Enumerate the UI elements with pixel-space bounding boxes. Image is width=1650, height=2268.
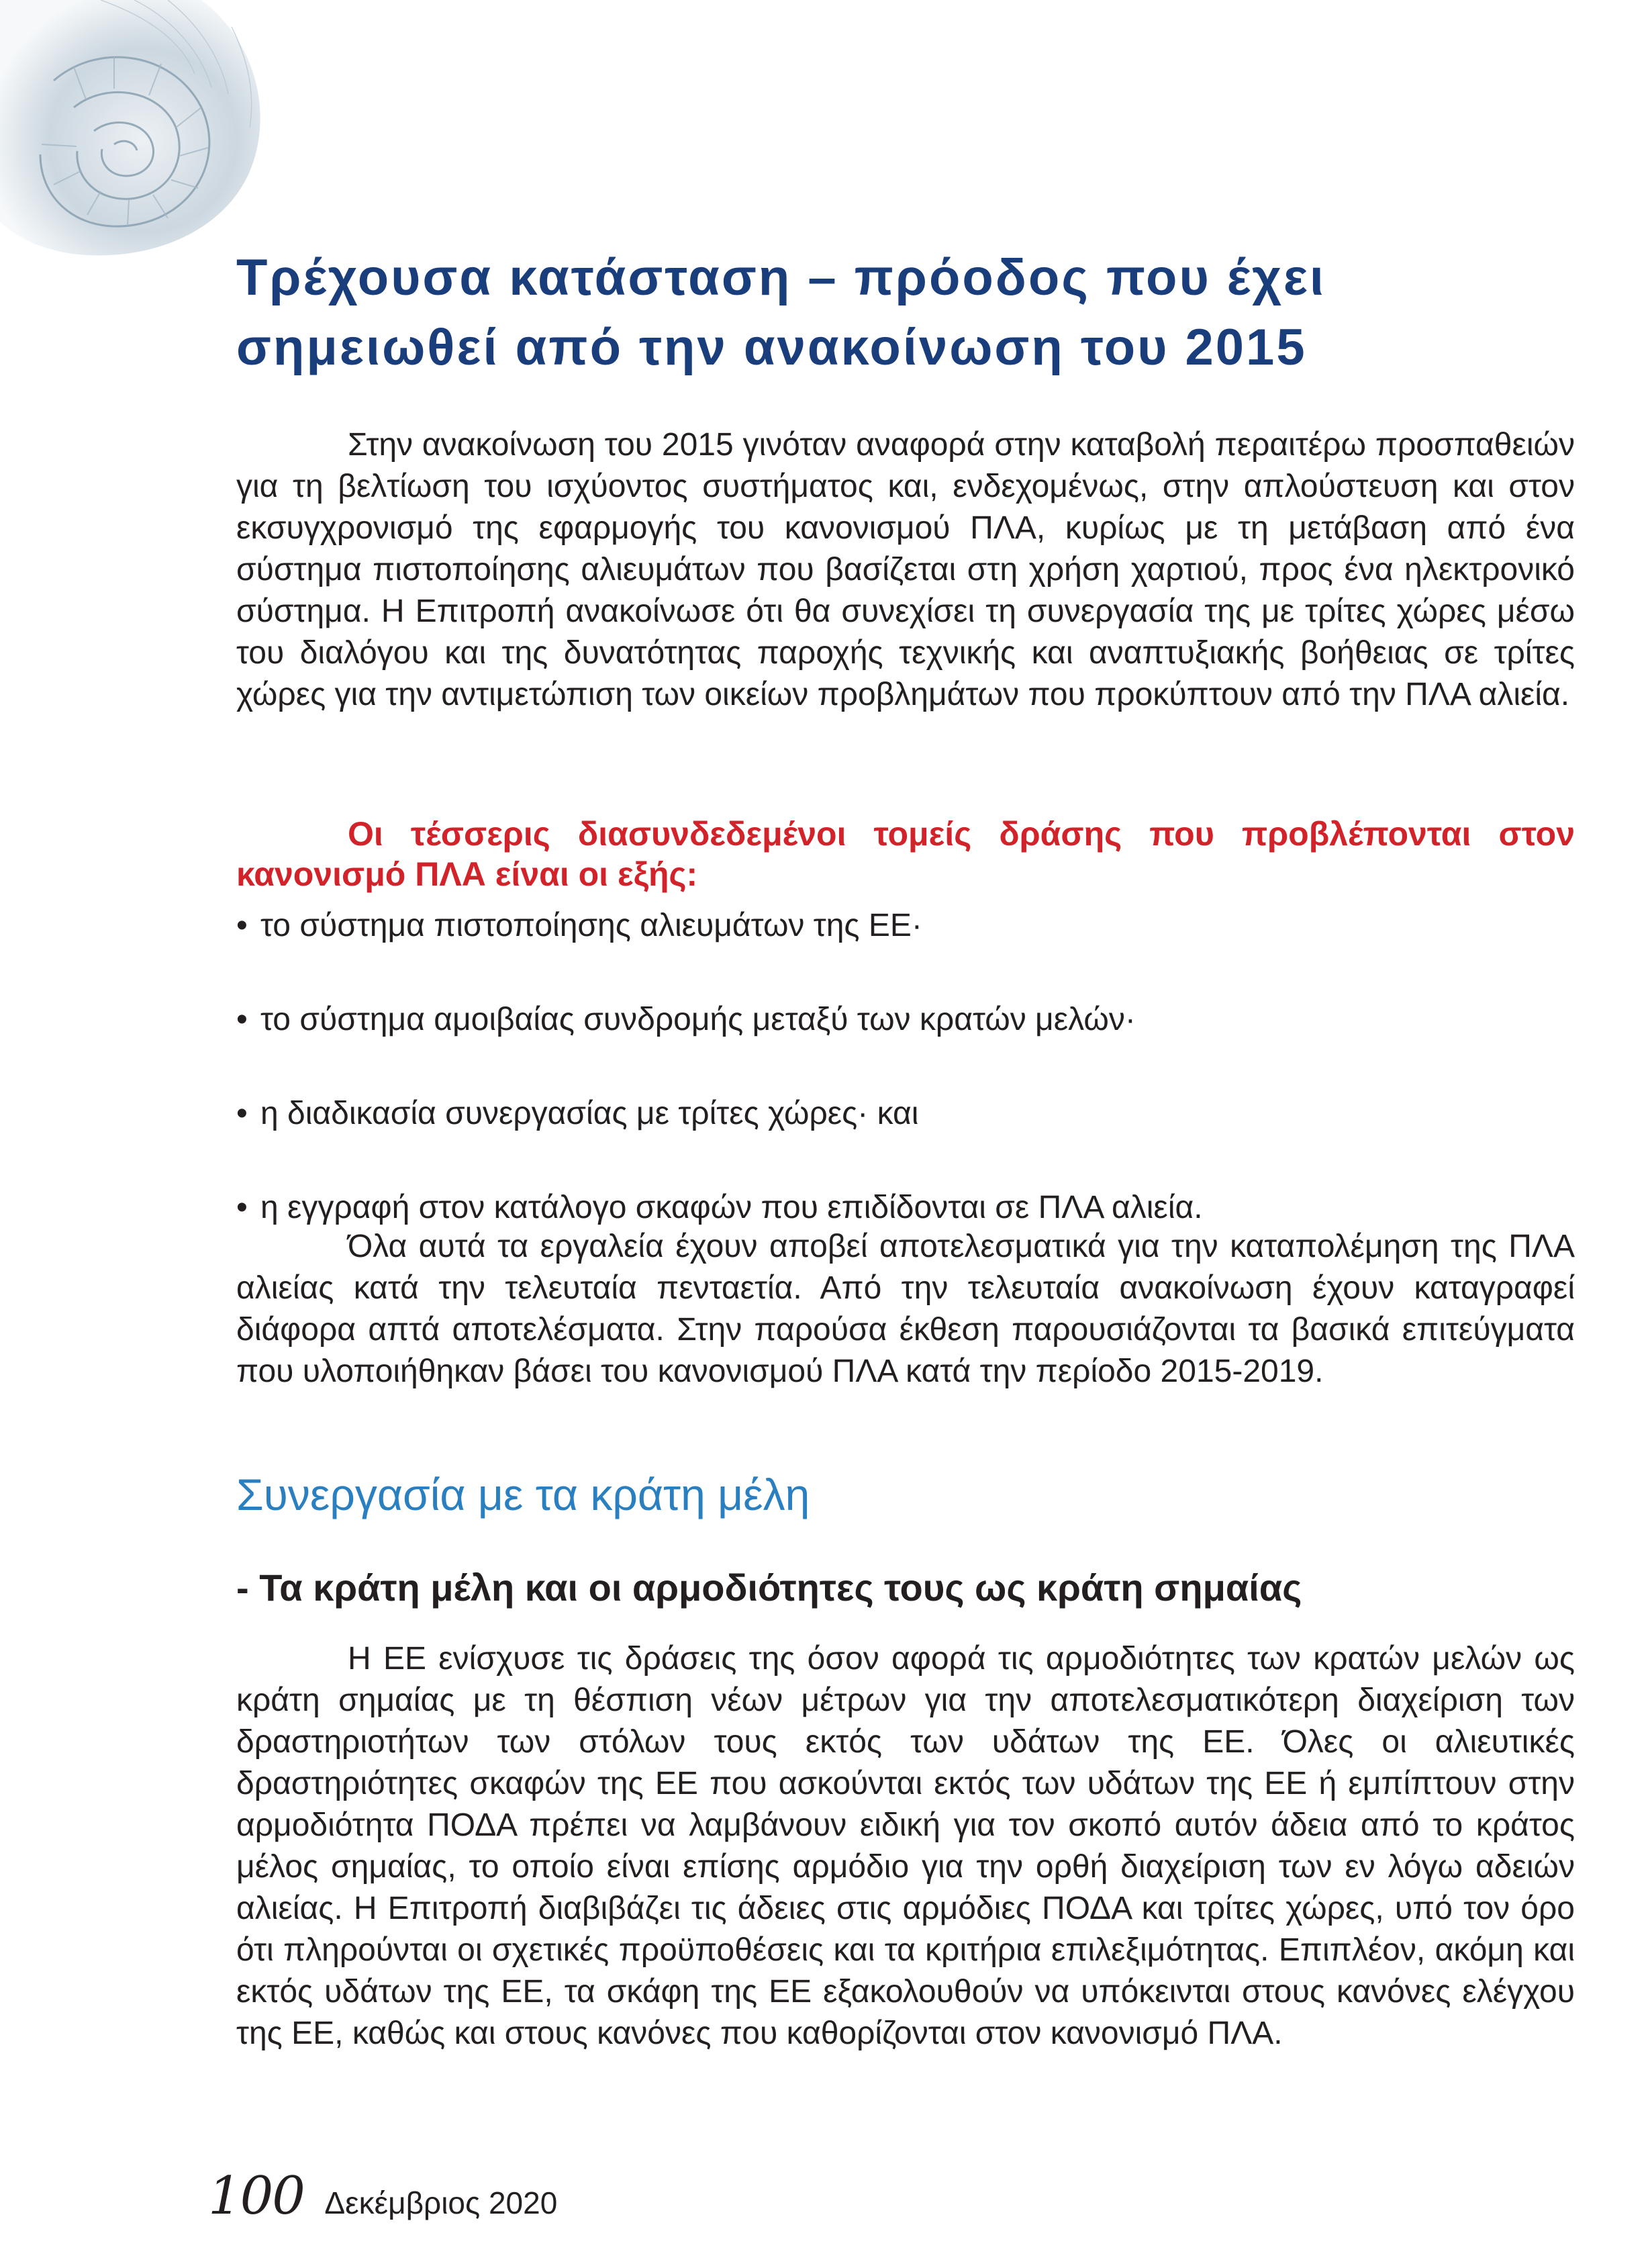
results-paragraph: Όλα αυτά τα εργαλεία έχουν αποβεί αποτελεσματικά για την καταπολέμηση της ΠΛΑ αλιείας κατά την τελευταία πενταετία. Από την τελευταία ανακοίνωση έχουν καταγραφεί διάφορα απτά αποτελέσματα. Στην παρούσα έκθεση παρουσιάζονται τα βασικά επιτεύγματα που υλοποιήθηκαν βάσει του κανονισμού ΠΛΑ κατά την περίοδο 2015-2019. — [236, 1229, 1575, 1389]
issue-date: Δεκέμβριος 2020 — [324, 2185, 558, 2220]
subsection-heading: - Τα κράτη μέλη και οι αρμοδιότητες τους ως κράτη σημαίας — [236, 1566, 1302, 1609]
lead-heading: Οι τέσσερις διασυνδεδεμένοι τομείς δράσης που προβλέπονται στον κανονισμό ΠΛΑ είναι οι εξής: — [236, 815, 1575, 893]
bullet-icon: • — [236, 1002, 248, 1037]
nautilus-shell-icon — [0, 0, 282, 269]
bullet-icon: • — [236, 1190, 248, 1225]
list-item — [236, 999, 1575, 1093]
page-title — [236, 243, 1552, 383]
action-areas-list — [236, 905, 1575, 1281]
list-item — [236, 1093, 1575, 1187]
title-line-1: Τρέχουσα κατάσταση – πρόοδος που έχει — [236, 249, 1326, 306]
list-item-text: η διαδικασία συνεργασίας με τρίτες χώρες· και — [260, 1096, 919, 1131]
bullet-icon: • — [236, 1096, 248, 1131]
page-footer — [208, 2166, 557, 2226]
page-number: 100 — [208, 2166, 304, 2226]
section-heading: Συνεργασία με τα κράτη μέλη — [236, 1470, 810, 1519]
title-line-2: σημειωθεί από την ανακοίνωση του 2015 — [236, 319, 1307, 376]
bullet-icon: • — [236, 908, 248, 943]
intro-paragraph: Στην ανακοίνωση του 2015 γινόταν αναφορά στην καταβολή περαιτέρω προσπαθειών για τη βελτίωση του ισχύοντος συστήματος και, ενδεχομένως, στην απλούστευση και στον εκσυγχρονισμό της εφαρμογής του κανονισμού ΠΛΑ, κυρίως με τη μετάβαση από ένα σύστημα πιστοποίησης αλιευμάτων που βασίζεται στη χρήση χαρτιού, προς ένα ηλεκτρονικό σύστημα. Η Επιτροπή ανακοίνωσε ότι θα συνεχίσει τη συνεργασία της με τρίτες χώρες μέσω του διαλόγου και της δυνατότητας παροχής τεχνικής και αναπτυξιακής βοήθειας σε τρίτες χώρες για την αντιμετώπιση των οικείων προβλημάτων που προκύπτουν από την ΠΛΑ αλιεία. — [236, 427, 1575, 712]
flag-state-paragraph: Η ΕΕ ενίσχυσε τις δράσεις της όσον αφορά τις αρμοδιότητες των κρατών μελών ως κράτη σημαίας με τη θέσπιση νέων μέτρων για την αποτελεσματικότερη διαχείριση των δραστηριοτήτων των στόλων τους εκτός των υδάτων της ΕΕ. Όλες οι αλιευτικές δραστηριότητες σκαφών της ΕΕ που ασκούνται εκτός των υδάτων της ΕΕ ή εμπίπτουν στην αρμοδιότητα ΠΟΔΑ πρέπει να λαμβάνουν ειδική για τον σκοπό αυτόν άδεια από το κράτος μέλος σημαίας, το οποίο είναι επίσης αρμόδιο για την ορθή διαχείριση των εν λόγω αδειών αλιείας. Η Επιτροπή διαβιβάζει τις άδειες στις αρμόδιες ΠΟΔΑ και τρίτες χώρες, υπό τον όρο ότι πληρούνται οι σχετικές προϋποθέσεις και τα κριτήρια επιλεξιμότητας. Επιπλέον, ακόμη και εκτός υδάτων της ΕΕ, τα σκάφη της ΕΕ εξακολουθούν να υπόκεινται στους κανόνες ελέγχου της ΕΕ, καθώς και στους κανόνες που καθορίζονται στον κανονισμό ΠΛΑ. — [236, 1641, 1575, 2051]
list-item-text: το σύστημα πιστοποίησης αλιευμάτων της ΕΕ· — [260, 908, 922, 943]
list-item — [236, 905, 1575, 999]
list-item-text: το σύστημα αμοιβαίας συνδρομής μεταξύ των κρατών μελών· — [260, 1002, 1136, 1037]
list-item-text: η εγγραφή στον κατάλογο σκαφών που επιδίδονται σε ΠΛΑ αλιεία. — [260, 1190, 1203, 1225]
